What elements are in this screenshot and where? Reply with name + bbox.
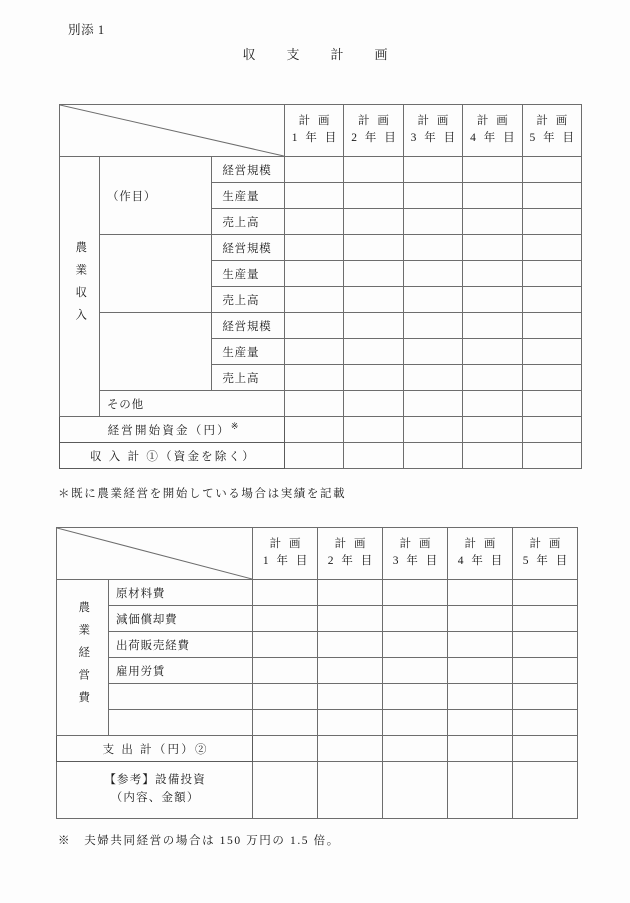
expense-year-header-1-line1: 計 画 (269, 538, 304, 551)
expense-year-header-2-line1: 計 画 (334, 538, 368, 551)
expense-input-cell[interactable] (512, 658, 577, 684)
income-input-cell[interactable] (344, 235, 403, 261)
page-title: 収 支 計 画 (242, 47, 397, 62)
income-year-header-4 (463, 105, 522, 157)
income-input-cell[interactable] (344, 209, 403, 235)
expense-input-cell[interactable] (383, 632, 448, 658)
income-input-cell[interactable] (403, 365, 462, 391)
income-year-header-5-line1: 計 画 (536, 115, 570, 128)
expense-year-header-3-line2: 3 年 目 (392, 555, 440, 567)
income-crop-label-3[interactable] (99, 313, 211, 391)
expense-input-cell[interactable] (448, 658, 513, 684)
table-row (57, 710, 578, 736)
expense-input-cell[interactable] (512, 632, 577, 658)
income-subitem-2-1: 経営規模 (212, 235, 284, 261)
income-input-cell[interactable] (403, 339, 462, 365)
income-input-cell[interactable] (522, 183, 581, 209)
expense-input-cell[interactable] (448, 710, 513, 736)
income-year-header-1-line2: 1 年 目 (291, 132, 339, 144)
income-input-cell[interactable] (403, 235, 462, 261)
expense-input-cell[interactable] (448, 632, 513, 658)
expense-total-label: 支 出 計（円）② (57, 736, 253, 762)
income-input-cell[interactable] (463, 391, 522, 417)
startup-fund-asterisk: ※ (230, 421, 239, 432)
expense-input-cell[interactable] (318, 684, 383, 710)
expense-table (56, 527, 578, 819)
expense-input-cell[interactable] (383, 762, 448, 819)
expense-input-cell[interactable] (253, 658, 318, 684)
income-other-label: その他 (99, 391, 284, 417)
income-year-header-3-line2: 3 年 目 (410, 132, 458, 144)
expense-year-header-2-line2: 2 年 目 (327, 555, 375, 567)
expense-input-cell[interactable] (383, 710, 448, 736)
income-input-cell[interactable] (284, 261, 343, 287)
expense-input-cell[interactable] (318, 606, 383, 632)
expense-item-2: 減価償却費 (108, 606, 252, 632)
income-input-cell[interactable] (463, 443, 522, 469)
expense-input-cell[interactable] (253, 632, 318, 658)
footer-note: ※ 夫婦共同経営の場合は 150 万円の 1.5 倍。 (58, 835, 340, 847)
expense-input-cell[interactable] (318, 580, 383, 606)
income-year-header-2-line1: 計 画 (358, 115, 392, 128)
income-input-cell[interactable] (344, 287, 403, 313)
table-row (60, 157, 582, 183)
expense-input-cell[interactable] (253, 736, 318, 762)
income-input-cell[interactable] (284, 417, 343, 443)
expense-input-cell[interactable] (512, 710, 577, 736)
table-row (57, 632, 578, 658)
income-input-cell[interactable] (284, 157, 343, 183)
table-row (60, 313, 582, 339)
income-input-cell[interactable] (463, 287, 522, 313)
expense-year-header-4-line1: 計 画 (464, 538, 498, 551)
income-input-cell[interactable] (284, 235, 343, 261)
expense-year-header-4-line2: 4 年 目 (457, 555, 505, 567)
income-input-cell[interactable] (463, 365, 522, 391)
expense-input-cell[interactable] (318, 736, 383, 762)
income-input-cell[interactable] (463, 339, 522, 365)
expense-input-cell[interactable] (318, 710, 383, 736)
expense-input-cell[interactable] (318, 762, 383, 819)
expense-input-cell[interactable] (448, 580, 513, 606)
income-year-header-2 (344, 105, 403, 157)
expense-year-header-3 (383, 528, 448, 580)
income-year-header-2-line2: 2 年 目 (351, 132, 399, 144)
income-input-cell[interactable] (284, 391, 343, 417)
income-input-cell[interactable] (344, 313, 403, 339)
income-input-cell[interactable] (463, 183, 522, 209)
income-input-cell[interactable] (284, 209, 343, 235)
expense-input-cell[interactable] (253, 580, 318, 606)
income-input-cell[interactable] (403, 417, 462, 443)
expense-year-header-1 (253, 528, 318, 580)
income-input-cell[interactable] (522, 417, 581, 443)
reference-investment-label (57, 762, 253, 819)
income-input-cell[interactable] (463, 261, 522, 287)
expense-input-cell[interactable] (253, 684, 318, 710)
expense-item-3: 出荷販売経費 (108, 632, 252, 658)
expense-year-header-3-line1: 計 画 (399, 538, 433, 551)
reference-investment-label-line2: （内容、金額） (110, 792, 200, 804)
expense-item-4: 雇用労賃 (108, 658, 252, 684)
table-row (57, 762, 578, 819)
income-input-cell[interactable] (522, 157, 581, 183)
expense-item-6[interactable] (108, 710, 252, 736)
income-year-header-1-line1: 計 画 (298, 115, 332, 128)
income-input-cell[interactable] (344, 365, 403, 391)
table-row (57, 684, 578, 710)
income-input-cell[interactable] (522, 209, 581, 235)
expense-input-cell[interactable] (512, 684, 577, 710)
reference-investment-label-line1: 【参考】設備投資 (104, 774, 206, 787)
income-subitem-1-3: 売上高 (212, 209, 284, 235)
income-crop-label-2[interactable] (99, 235, 211, 313)
expense-input-cell[interactable] (448, 606, 513, 632)
income-input-cell[interactable] (344, 417, 403, 443)
income-subitem-1-1: 経営規模 (212, 157, 284, 183)
table-row (60, 417, 582, 443)
income-input-cell[interactable] (522, 365, 581, 391)
table-row (57, 580, 578, 606)
expense-input-cell[interactable] (512, 606, 577, 632)
startup-fund-label-text: 経営開始資金（円） (107, 424, 231, 437)
expense-input-cell[interactable] (448, 762, 513, 819)
expense-input-cell[interactable] (253, 606, 318, 632)
income-year-header-3 (403, 105, 462, 157)
expense-corner-diagonal-cell (57, 528, 253, 580)
income-input-cell[interactable] (403, 209, 462, 235)
expense-input-cell[interactable] (512, 736, 577, 762)
income-input-cell[interactable] (344, 157, 403, 183)
income-subitem-3-3: 売上高 (212, 365, 284, 391)
expense-group-label-text: 農業経営費 (77, 600, 90, 714)
income-table (59, 104, 582, 469)
expense-item-1: 原材料費 (108, 580, 252, 606)
table-row (57, 606, 578, 632)
income-input-cell[interactable] (403, 313, 462, 339)
expense-header-row (57, 528, 578, 580)
income-input-cell[interactable] (344, 339, 403, 365)
expense-year-header-1-line2: 1 年 目 (262, 555, 310, 567)
income-input-cell[interactable] (463, 157, 522, 183)
income-input-cell[interactable] (344, 391, 403, 417)
expense-year-header-4 (448, 528, 513, 580)
income-input-cell[interactable] (284, 365, 343, 391)
income-input-cell[interactable] (403, 287, 462, 313)
income-input-cell[interactable] (522, 391, 581, 417)
expense-year-header-2 (318, 528, 383, 580)
income-input-cell[interactable] (403, 443, 462, 469)
expense-input-cell[interactable] (512, 762, 577, 819)
income-year-header-5-line2: 5 年 目 (529, 132, 577, 144)
expense-input-cell[interactable] (448, 684, 513, 710)
income-input-cell[interactable] (522, 313, 581, 339)
income-input-cell[interactable] (284, 287, 343, 313)
income-input-cell[interactable] (463, 313, 522, 339)
document-label: 別添 1 (68, 23, 105, 37)
income-input-cell[interactable] (403, 391, 462, 417)
income-input-cell[interactable] (284, 443, 343, 469)
income-input-cell[interactable] (344, 183, 403, 209)
expense-input-cell[interactable] (253, 710, 318, 736)
expense-input-cell[interactable] (383, 736, 448, 762)
expense-input-cell[interactable] (318, 658, 383, 684)
table-row (60, 391, 582, 417)
income-subitem-1-2: 生産量 (212, 183, 284, 209)
startup-fund-label (60, 417, 285, 443)
income-total-label: 収 入 計 ①（資金を除く） (60, 443, 285, 469)
income-input-cell[interactable] (463, 209, 522, 235)
income-input-cell[interactable] (522, 261, 581, 287)
income-year-header-1 (284, 105, 343, 157)
expense-input-cell[interactable] (253, 762, 318, 819)
expense-input-cell[interactable] (383, 606, 448, 632)
income-input-cell[interactable] (522, 339, 581, 365)
income-input-cell[interactable] (403, 183, 462, 209)
expense-input-cell[interactable] (383, 580, 448, 606)
income-year-header-4-line2: 4 年 目 (470, 132, 518, 144)
income-input-cell[interactable] (284, 339, 343, 365)
expense-input-cell[interactable] (318, 632, 383, 658)
income-input-cell[interactable] (522, 235, 581, 261)
income-subitem-3-1: 経営規模 (212, 313, 284, 339)
table-row (57, 736, 578, 762)
income-group-label-text: 農業収入 (74, 241, 87, 331)
income-subitem-2-2: 生産量 (212, 261, 284, 287)
expense-year-header-5-line1: 計 画 (529, 538, 563, 551)
table-row (60, 443, 582, 469)
income-input-cell[interactable] (284, 183, 343, 209)
expense-year-header-5 (512, 528, 577, 580)
income-input-cell[interactable] (522, 287, 581, 313)
income-year-header-3-line1: 計 画 (417, 115, 451, 128)
income-year-header-5 (522, 105, 581, 157)
income-input-cell[interactable] (344, 261, 403, 287)
income-header-row (60, 105, 582, 157)
income-input-cell[interactable] (344, 443, 403, 469)
table-row (57, 658, 578, 684)
income-input-cell[interactable] (403, 157, 462, 183)
income-subitem-3-2: 生産量 (212, 339, 284, 365)
income-input-cell[interactable] (463, 417, 522, 443)
expense-input-cell[interactable] (512, 580, 577, 606)
expense-input-cell[interactable] (448, 736, 513, 762)
income-crop-label-1: （作目） (99, 157, 211, 235)
income-input-cell[interactable] (463, 235, 522, 261)
income-footnote: ＊既に農業経営を開始している場合は実績を記載 (58, 488, 347, 500)
income-subitem-2-3: 売上高 (212, 287, 284, 313)
expense-year-header-5-line2: 5 年 目 (522, 555, 570, 567)
income-input-cell[interactable] (522, 443, 581, 469)
income-input-cell[interactable] (284, 313, 343, 339)
expense-input-cell[interactable] (383, 658, 448, 684)
income-input-cell[interactable] (403, 261, 462, 287)
expense-input-cell[interactable] (383, 684, 448, 710)
income-group-label (60, 157, 100, 417)
expense-group-label (57, 580, 109, 736)
expense-item-5[interactable] (108, 684, 252, 710)
table-row (60, 235, 582, 261)
income-corner-diagonal-cell (60, 105, 285, 157)
income-year-header-4-line1: 計 画 (476, 115, 511, 128)
